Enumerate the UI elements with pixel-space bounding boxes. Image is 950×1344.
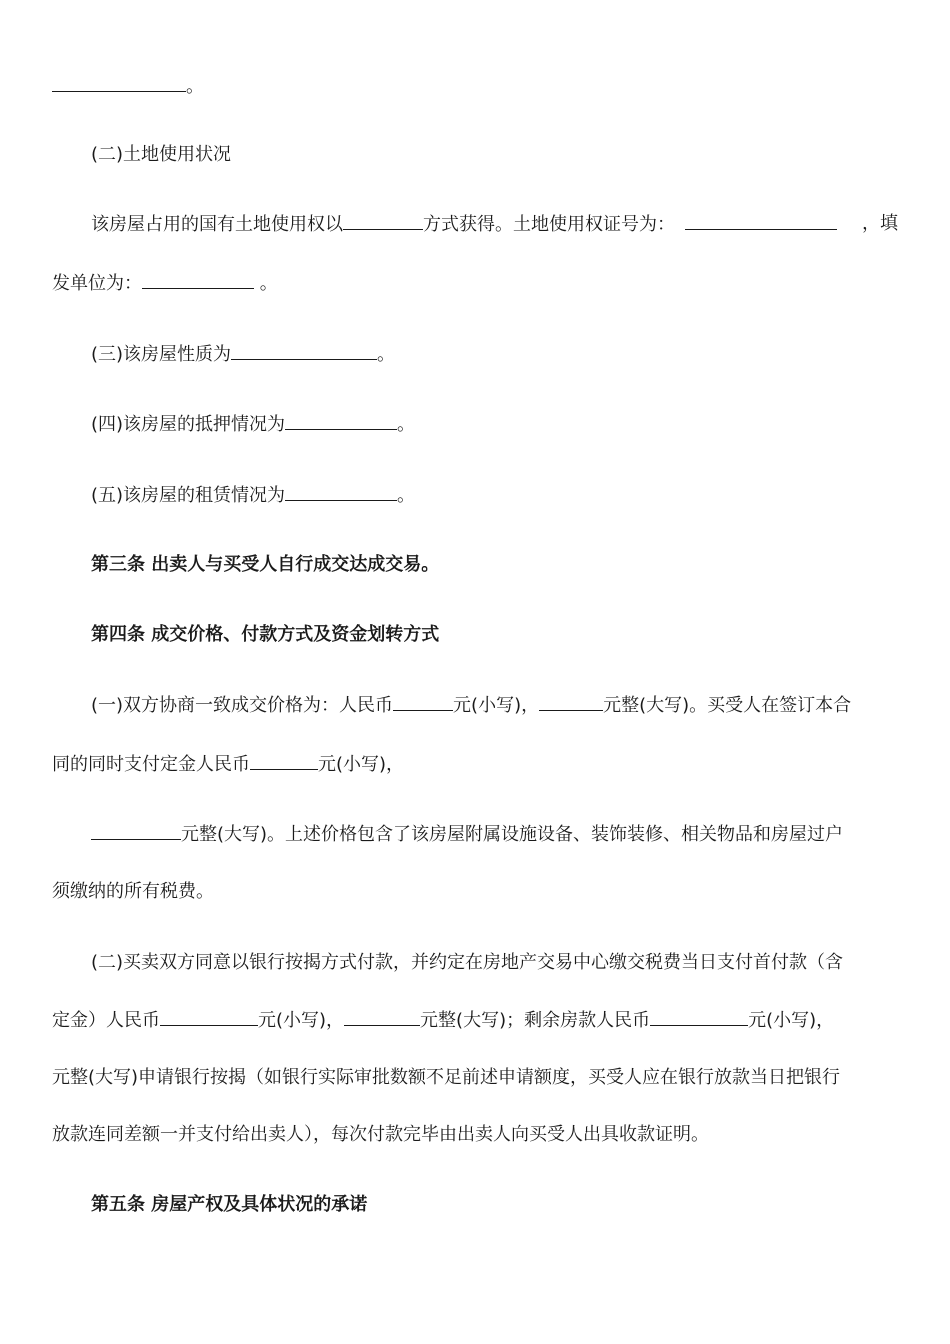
fill-blank — [91, 822, 181, 840]
paragraph-line: 放款连同差额一并支付给出卖人），每次付款完毕由出卖人向买受人出具收款证明。 — [52, 1124, 709, 1145]
paragraph-line: 元整(大写)申请银行按揭（如银行实际审批数额不足前述申请额度，买受人应在银行放款当日把银行 — [52, 1067, 841, 1088]
paragraph-line: (五)该房屋的租赁情况为 。 — [91, 485, 416, 506]
fill-blank — [343, 212, 423, 230]
paragraph-line: (二)买卖双方同意以银行按揭方式付款，并约定在房地产交易中心缴交税费当日支付首付款（含 — [91, 952, 844, 973]
article-5-heading: 第五条 房屋产权及具体状况的承诺 — [91, 1194, 368, 1215]
paragraph-line: 定金）人民币 元(小写)， 元整(大写)；剩余房款人民币 元(小写)， — [52, 1010, 835, 1031]
fill-blank — [285, 483, 397, 501]
paragraph-line: 该房屋占用的国有土地使用权以 方式获得。土地使用权证号为： ，填 — [91, 213, 898, 235]
paragraph-line: (四)该房屋的抵押情况为 。 — [91, 414, 416, 435]
paragraph-line: (三)该房屋性质为 。 — [91, 344, 396, 365]
fill-blank — [160, 1008, 258, 1026]
fill-blank — [142, 271, 254, 289]
fill-blank — [685, 212, 837, 230]
fill-blank — [250, 752, 318, 770]
fill-blank — [285, 412, 397, 430]
paragraph-line: 同的同时支付定金人民币 元(小写)， — [52, 754, 405, 775]
fill-blank — [231, 342, 377, 360]
fill-blank — [344, 1008, 420, 1026]
paragraph-line: 。 — [52, 74, 204, 99]
fill-blank — [650, 1008, 748, 1026]
paragraph-line: 元整(大写)。上述价格包含了该房屋附属设施设备、装饰装修、相关物品和房屋过户 — [91, 822, 843, 847]
section-heading-land-use: (二)土地使用状况 — [91, 144, 232, 165]
article-3-heading: 第三条 出卖人与买受人自行成交达成交易。 — [91, 554, 440, 575]
fill-blank — [52, 74, 186, 92]
paragraph-line: (一)双方协商一致成交价格为：人民币 元(小写)， 元整(大写)。买受人在签订本合 — [91, 695, 852, 716]
fill-blank — [539, 693, 603, 711]
article-4-heading: 第四条 成交价格、付款方式及资金划转方式 — [91, 624, 440, 645]
fill-blank — [393, 693, 453, 711]
paragraph-line: 须缴纳的所有税费。 — [52, 881, 214, 902]
paragraph-line: 发单位为： 。 — [52, 273, 278, 294]
